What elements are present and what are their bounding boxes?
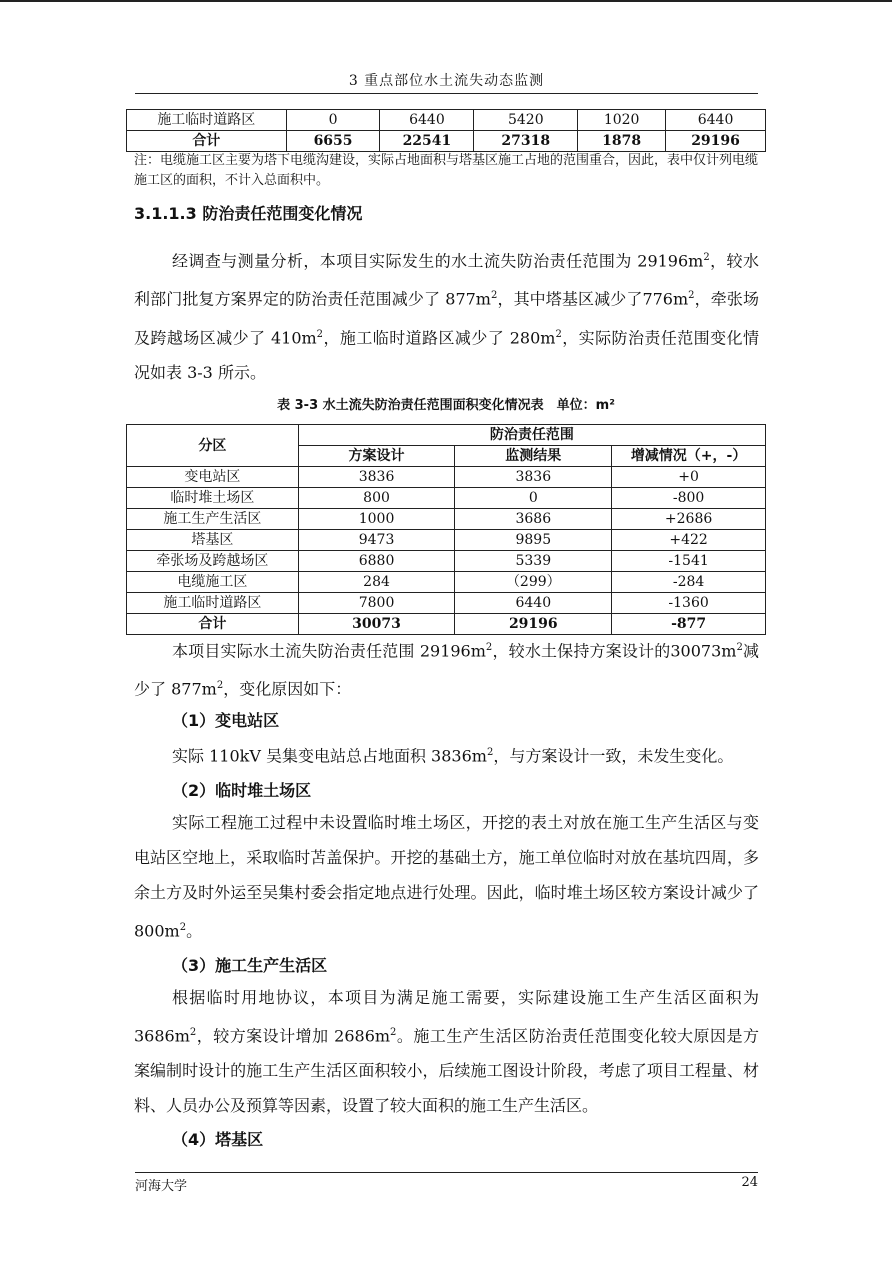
- table-cell: 6440: [455, 593, 612, 614]
- table-cell: 1000: [298, 509, 455, 530]
- table-cell: 施工临时道路区: [127, 110, 287, 131]
- table-caption: 表 3-3 水土流失防治责任范围面积变化情况表 单位：m²: [277, 398, 615, 413]
- subheading-tower-base: （4）塔基区: [172, 1130, 264, 1149]
- footer-rule: [135, 1172, 758, 1173]
- table-continued: [126, 109, 766, 152]
- table-cell: 塔基区: [127, 530, 299, 551]
- table-cell: 9473: [298, 530, 455, 551]
- table-cell: 1878: [578, 131, 666, 152]
- table-header-row: [127, 425, 766, 446]
- table-cell: +422: [612, 530, 766, 551]
- table-cell: 合计: [127, 614, 299, 635]
- table-cell: 22541: [380, 131, 474, 152]
- table-row: [127, 467, 766, 488]
- table-cell: 3686: [455, 509, 612, 530]
- table-cell: 5420: [474, 110, 578, 131]
- responsibility-table: [126, 424, 766, 635]
- paragraph-1: 经调查与测量分析，本项目实际发生的水土流失防治责任范围为 $29196m^2$，较水利部门批复方案界定的防治责任范围减少了 $877m^2$，其中塔基区减少了$776m^2$，牵张场及跨越场区减少了 $410m^2$，施工临时道路区减少了 $280m^2$，实际防治责任范围变化情况如表 3-3 所示。: [134, 251, 759, 382]
- top-border: [0, 0, 892, 2]
- section-title: 3.1.1.3 防治责任范围变化情况: [134, 204, 363, 223]
- subheading-construction-area: （3）施工生产生活区: [172, 956, 328, 975]
- table-cell: （299）: [455, 572, 612, 593]
- header-cell: 方案设计: [298, 446, 455, 467]
- table-row: [127, 572, 766, 593]
- table-cell: 284: [298, 572, 455, 593]
- table-cell: +0: [612, 467, 766, 488]
- table-cell: -1360: [612, 593, 766, 614]
- table-cell: 施工生产生活区: [127, 509, 299, 530]
- table-row: [127, 593, 766, 614]
- table-cell: -1541: [612, 551, 766, 572]
- table-cell: 3836: [455, 467, 612, 488]
- table-cell: 1020: [578, 110, 666, 131]
- table-cell: -800: [612, 488, 766, 509]
- paragraph-2: 本项目实际水土流失防治责任范围 $29196m^2$，较水土保持方案设计的$30073m^2$减少了 $877m^2$，变化原因如下：: [134, 641, 759, 699]
- table-cell: 变电站区: [127, 467, 299, 488]
- table-cell: 30073: [298, 614, 455, 635]
- table-cell: 0: [286, 110, 380, 131]
- paragraph-5: 根据临时用地协议，本项目为满足施工需要，实际建设施工生产生活区面积为 $3686m^2$，较方案设计增加 $2686m^2$。施工生产生活区防治责任范围变化较大原因是方案编制时设计的施工生产生活区面积较小，后续施工图设计阶段，考虑了项目工程量、材料、人员办公及预算等因素，设置了较大面积的施工生产生活区。: [134, 988, 759, 1116]
- header-rule: [135, 93, 758, 94]
- table-note: 注：电缆施工区主要为塔下电缆沟建设，实际占地面积与塔基区施工占地的范围重合，因此，表中仅计列电缆施工区的面积，不计入总面积中。: [134, 153, 759, 188]
- table-cell: 3836: [298, 467, 455, 488]
- table-cell: 27318: [474, 131, 578, 152]
- table-row: [127, 551, 766, 572]
- table-cell: 9895: [455, 530, 612, 551]
- table-cell: 6655: [286, 131, 380, 152]
- table-cell: 5339: [455, 551, 612, 572]
- table-cell: 6440: [666, 110, 766, 131]
- table-cell: 电缆施工区: [127, 572, 299, 593]
- table-cell: 29196: [666, 131, 766, 152]
- table-row: [127, 530, 766, 551]
- table-row: [127, 509, 766, 530]
- paragraph-3: 实际 110kV 吴集变电站总占地面积 $3836m^2$，与方案设计一致，未发生变化。: [172, 746, 734, 766]
- table-cell: 牵张场及跨越场区: [127, 551, 299, 572]
- table-cell: 29196: [455, 614, 612, 635]
- footer-university: 河海大学: [135, 1179, 188, 1194]
- subheading-spoil-area: （2）临时堆土场区: [172, 781, 312, 800]
- header-group: 防治责任范围: [298, 425, 765, 446]
- table-cell: 800: [298, 488, 455, 509]
- table-cell: 合计: [127, 131, 287, 152]
- table-cell: 0: [455, 488, 612, 509]
- table-row: [127, 110, 766, 131]
- header-cell: 监测结果: [455, 446, 612, 467]
- table-cell: 施工临时道路区: [127, 593, 299, 614]
- table-cell: -284: [612, 572, 766, 593]
- table-row: [127, 488, 766, 509]
- table-cell: -877: [612, 614, 766, 635]
- table-cell: 临时堆土场区: [127, 488, 299, 509]
- header-cell: 增减情况（+，-）: [612, 446, 766, 467]
- table-cell: 6440: [380, 110, 474, 131]
- paragraph-4: 实际工程施工过程中未设置临时堆土场区，开挖的表土对放在施工生产生活区与变电站区空地上，采取临时苫盖保护。开挖的基础土方，施工单位临时对放在基坑四周，多余土方及时外运至吴集村委会指定地点进行处理。因此，临时堆土场区较方案设计减少了 $800m^2$。: [134, 813, 759, 941]
- page-header: 3 重点部位水土流失动态监测: [348, 73, 545, 89]
- table-cell: 7800: [298, 593, 455, 614]
- table-cell: 6880: [298, 551, 455, 572]
- table-cell: +2686: [612, 509, 766, 530]
- page-number: 24: [741, 1175, 758, 1190]
- header-zone: 分区: [127, 425, 299, 467]
- table-total-row: [127, 131, 766, 152]
- subheading-substation: （1）变电站区: [172, 711, 280, 730]
